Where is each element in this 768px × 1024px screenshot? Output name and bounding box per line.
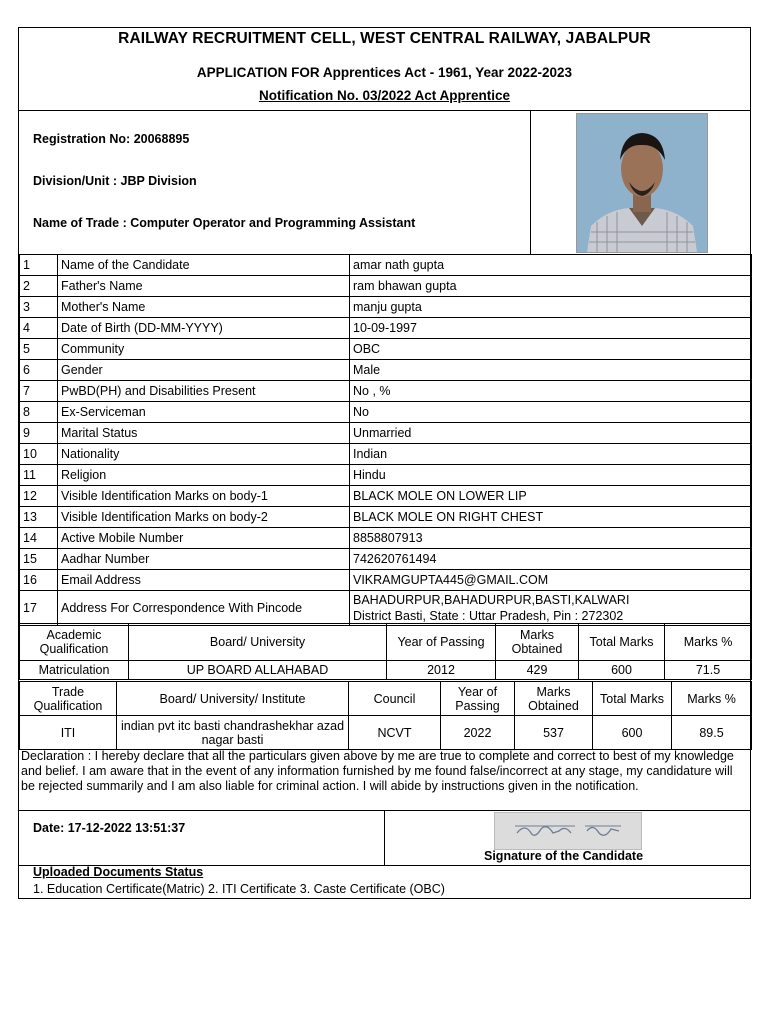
table-cell: 600 xyxy=(593,716,672,750)
row-number: 11 xyxy=(20,465,58,486)
field-value: No , % xyxy=(350,381,752,402)
field-value: 10-09-1997 xyxy=(350,318,752,339)
field-label: Ex-Serviceman xyxy=(58,402,350,423)
row-number: 17 xyxy=(20,591,58,626)
column-header: Marks % xyxy=(665,624,752,661)
divider xyxy=(384,810,385,865)
table-row xyxy=(20,549,752,570)
table-header-row xyxy=(20,682,752,716)
row-number: 10 xyxy=(20,444,58,465)
table-cell: ITI xyxy=(20,716,117,750)
trade-qualification-table xyxy=(19,681,752,750)
row-number: 14 xyxy=(20,528,58,549)
table-cell: 429 xyxy=(496,661,579,680)
row-number: 15 xyxy=(20,549,58,570)
column-header: Council xyxy=(349,682,441,716)
table-cell: 89.5 xyxy=(672,716,752,750)
application-form xyxy=(18,27,751,899)
table-cell: indian pvt itc basti chandrashekhar azad nagar basti xyxy=(117,716,349,750)
table-row xyxy=(20,360,752,381)
address-line-2: District Basti, State : Uttar Pradesh, Pin : 272302 xyxy=(353,609,624,623)
table-row xyxy=(20,444,752,465)
field-label: PwBD(PH) and Disabilities Present xyxy=(58,381,350,402)
field-value: OBC xyxy=(350,339,752,360)
row-number: 12 xyxy=(20,486,58,507)
column-header: Total Marks xyxy=(593,682,672,716)
personal-details-table xyxy=(19,254,752,626)
divider xyxy=(19,110,750,111)
signature-image xyxy=(494,812,642,850)
notification-number: Notification No. 03/2022 Act Apprentice xyxy=(258,88,511,103)
field-label: Nationality xyxy=(58,444,350,465)
field-label: Religion xyxy=(58,465,350,486)
field-value: 742620761494 xyxy=(350,549,752,570)
table-cell: 537 xyxy=(515,716,593,750)
column-header: Year of Passing xyxy=(441,682,515,716)
table-row xyxy=(20,339,752,360)
table-header-row xyxy=(20,624,752,661)
field-label: Father's Name xyxy=(58,276,350,297)
field-value: Unmarried xyxy=(350,423,752,444)
address-row xyxy=(20,591,752,626)
table-cell: Matriculation xyxy=(20,661,129,680)
field-label: Marital Status xyxy=(58,423,350,444)
row-number: 2 xyxy=(20,276,58,297)
divider xyxy=(530,110,531,255)
table-cell: 2022 xyxy=(441,716,515,750)
table-row xyxy=(20,570,752,591)
table-row xyxy=(20,465,752,486)
table-row xyxy=(20,381,752,402)
field-value: manju gupta xyxy=(350,297,752,318)
column-header: Board/ University/ Institute xyxy=(117,682,349,716)
field-value: No xyxy=(350,402,752,423)
field-label: Visible Identification Marks on body-2 xyxy=(58,507,350,528)
column-header: Marks % xyxy=(672,682,752,716)
table-row xyxy=(20,276,752,297)
uploaded-documents-title: Uploaded Documents Status xyxy=(33,865,204,879)
table-row xyxy=(20,318,752,339)
table-row xyxy=(20,297,752,318)
candidate-photo xyxy=(576,113,708,253)
field-label: Visible Identification Marks on body-1 xyxy=(58,486,350,507)
table-row xyxy=(20,507,752,528)
uploaded-documents-list: 1. Education Certificate(Matric) 2. ITI Certificate 3. Caste Certificate (OBC) xyxy=(33,882,445,896)
column-header: Year of Passing xyxy=(387,624,496,661)
table-row xyxy=(20,661,752,680)
signature-label: Signature of the Candidate xyxy=(484,849,644,863)
address-line-1: BAHADURPUR,BAHADURPUR,BASTI,KALWARI xyxy=(353,593,630,607)
field-label: Date of Birth (DD-MM-YYYY) xyxy=(58,318,350,339)
table-row xyxy=(20,402,752,423)
field-label: Community xyxy=(58,339,350,360)
column-header: Marks Obtained xyxy=(496,624,579,661)
field-label: Address For Correspondence With Pincode xyxy=(58,591,350,626)
row-number: 9 xyxy=(20,423,58,444)
field-label: Gender xyxy=(58,360,350,381)
field-value: ram bhawan gupta xyxy=(350,276,752,297)
row-number: 6 xyxy=(20,360,58,381)
row-number: 8 xyxy=(20,402,58,423)
trade-name: Name of Trade : Computer Operator and Programming Assistant xyxy=(33,216,416,230)
column-header: Trade Qualification xyxy=(20,682,117,716)
column-header: Marks Obtained xyxy=(515,682,593,716)
registration-number: Registration No: 20068895 xyxy=(33,132,190,146)
table-row xyxy=(20,528,752,549)
field-value: Hindu xyxy=(350,465,752,486)
field-value: amar nath gupta xyxy=(350,255,752,276)
field-value: Indian xyxy=(350,444,752,465)
row-number: 7 xyxy=(20,381,58,402)
field-label: Name of the Candidate xyxy=(58,255,350,276)
column-header: Board/ University xyxy=(129,624,387,661)
field-label: Email Address xyxy=(58,570,350,591)
column-header: Total Marks xyxy=(579,624,665,661)
table-row xyxy=(20,486,752,507)
form-subtitle: APPLICATION FOR Apprentices Act - 1961, Year 2022-2023 xyxy=(196,65,573,80)
row-number: 3 xyxy=(20,297,58,318)
field-value: BLACK MOLE ON RIGHT CHEST xyxy=(350,507,752,528)
table-cell: 2012 xyxy=(387,661,496,680)
table-row xyxy=(20,423,752,444)
row-number: 5 xyxy=(20,339,58,360)
field-label: Active Mobile Number xyxy=(58,528,350,549)
row-number: 16 xyxy=(20,570,58,591)
column-header: Academic Qualification xyxy=(20,624,129,661)
declaration-text: Declaration : I hereby declare that all the particulars given above by me are true to complete and correct to best of my knowledge and belief. I am aware that in the event of any information furnished by me found false/incorrect at any stage, my candidature will be rejected summarily and I am also liable for criminal action. I will abide by instructions given in the notification. xyxy=(21,749,734,793)
table-cell: UP BOARD ALLAHABAD xyxy=(129,661,387,680)
academic-qualification-table xyxy=(19,623,752,680)
table-cell: NCVT xyxy=(349,716,441,750)
table-row xyxy=(20,255,752,276)
row-number: 4 xyxy=(20,318,58,339)
table-cell: 600 xyxy=(579,661,665,680)
submission-date: Date: 17-12-2022 13:51:37 xyxy=(33,821,186,835)
field-value: 8858807913 xyxy=(350,528,752,549)
table-cell: 71.5 xyxy=(665,661,752,680)
row-number: 13 xyxy=(20,507,58,528)
field-value: Male xyxy=(350,360,752,381)
form-title: RAILWAY RECRUITMENT CELL, WEST CENTRAL RAILWAY, JABALPUR xyxy=(118,30,651,47)
field-value xyxy=(350,591,752,626)
table-row xyxy=(20,716,752,750)
field-label: Mother's Name xyxy=(58,297,350,318)
row-number: 1 xyxy=(20,255,58,276)
field-label: Aadhar Number xyxy=(58,549,350,570)
field-value: VIKRAMGUPTA445@GMAIL.COM xyxy=(350,570,752,591)
division-unit: Division/Unit : JBP Division xyxy=(33,174,197,188)
field-value: BLACK MOLE ON LOWER LIP xyxy=(350,486,752,507)
